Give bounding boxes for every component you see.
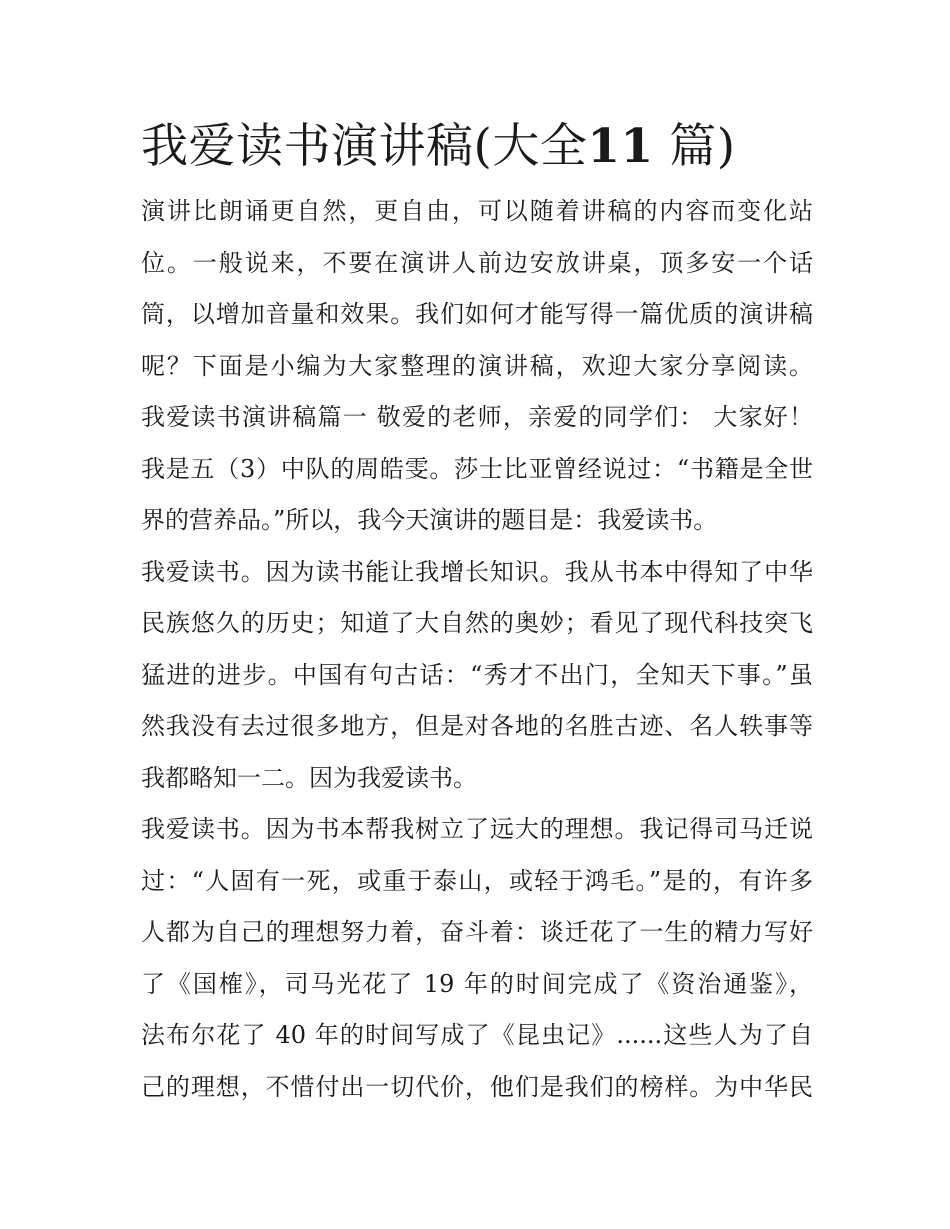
title-prefix: 我爱读书演讲稿(大全 (141, 119, 588, 174)
text-line: 民族悠久的历史；知道了大自然的奥妙；看见了现代科技突飞 (141, 609, 813, 637)
text-line: 猛进的进步。中国有句古话：“秀才不出门，全知天下事。”虽 (141, 660, 813, 689)
text-line: 位。一般说来，不要在演讲人前边安放讲桌，顶多安一个话 (141, 248, 813, 277)
text-line: 法布尔花了 40 年的时间写成了《昆虫记》......这些人为了自 (141, 1021, 813, 1049)
text-line: 筒，以增加音量和效果。我们如何才能写得一篇优质的演讲稿 (141, 300, 813, 328)
text-line: 了《国榷》，司马光花了 19 年的时间完成了《资治通鉴》， (141, 969, 813, 998)
title-number: 11 (587, 119, 654, 174)
text-line: 我爱读书。因为书本帮我树立了远大的理想。我记得司马迁说 (141, 815, 813, 843)
text-line: 我爱读书。因为读书能让我增长知识。我从书本中得知了中华 (141, 557, 813, 586)
text-line: 演讲比朗诵更自然，更自由，可以随着讲稿的内容而变化站 (141, 197, 813, 225)
text-line: 过：“人固有一死，或重于泰山，或轻于鸿毛。”是的，有许多 (141, 866, 813, 895)
text-line: 界的营养品。”所以，我今天演讲的题目是：我爱读书。 (141, 506, 718, 534)
text-line: 呢？下面是小编为大家整理的演讲稿，欢迎大家分享阅读。 (141, 351, 813, 380)
document-page (141, 112, 813, 1113)
text-line: 己的理想，不惜付出一切代价，他们是我们的榜样。为中华民 (141, 1072, 813, 1101)
text-line: 我爱读书演讲稿篇一 敬爱的老师，亲爱的同学们： 大家好！ (141, 403, 813, 431)
text-line: 然我没有去过很多地方，但是对各地的名胜古迹、名人轶事等 (141, 712, 813, 740)
text-line: 我都略知一二。因为我爱读书。 (141, 763, 477, 792)
page-title (141, 112, 813, 182)
text-line: 我是五（3）中队的周皓雯。莎士比亚曾经说过：“书籍是全世 (141, 454, 813, 483)
title-suffix: 篇) (669, 119, 736, 174)
text-line: 人都为自己的理想努力着，奋斗着：谈迁花了一生的精力写好 (141, 918, 813, 946)
